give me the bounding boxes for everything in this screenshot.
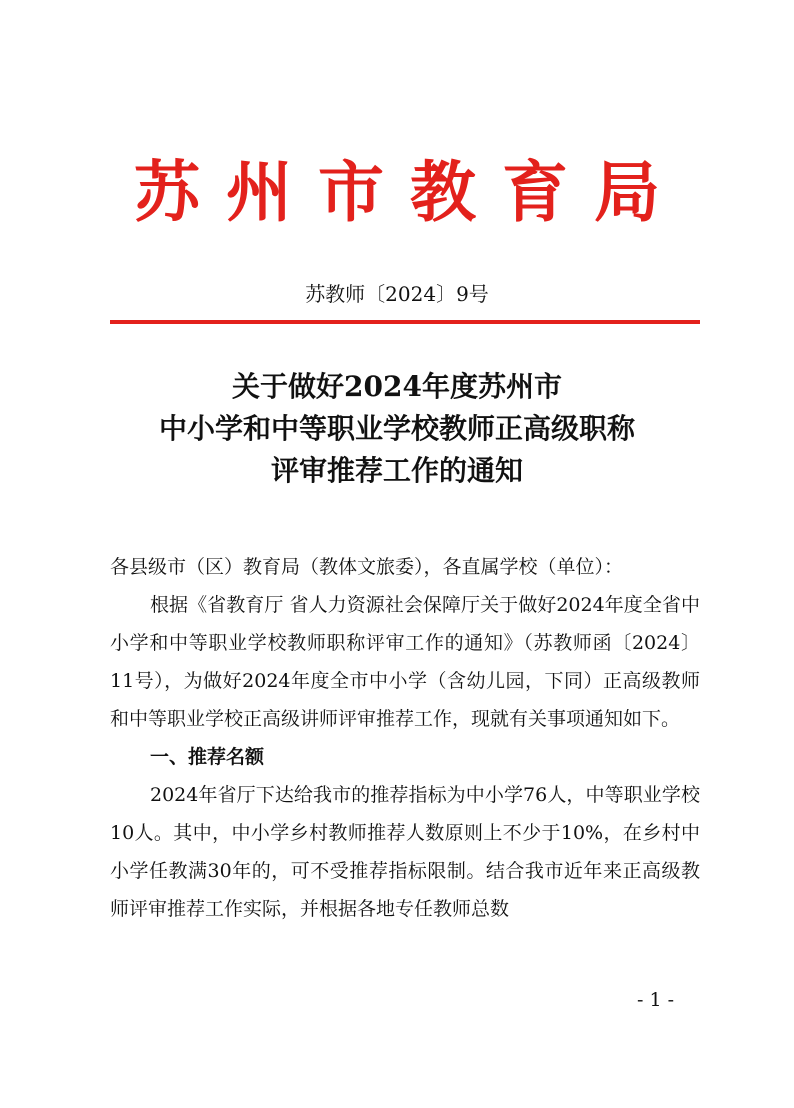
document-title-line-1: 关于做好2024年度苏州市 [232,370,562,403]
document-title-line-3: 评审推荐工作的通知 [270,454,523,487]
salutation: 各县级市（区）教育局（教体文旅委），各直属学校（单位）： [110,556,624,578]
body-paragraph-1: 根据《省教育厅 省人力资源社会保障厅关于做好2024年度全省中小学和中等职业学校教师职称评审工作的通知》（苏教师函〔2024〕11号），为做好2024年度全市中小学（含幼儿园，下同）正高级教师和中等职业学校正高级讲师评审推荐工作，现就有关事项通知如下。 [110,594,700,730]
page-number: - 1 - [636,989,674,1011]
document-number: 苏教师〔2024〕9号 [305,282,489,306]
red-divider-rule [110,320,700,324]
letterhead-org-name: 苏州市教育局 [134,153,686,231]
body-paragraph-2: 2024年省厅下达给我市的推荐指标为中小学76人，中等职业学校10人。其中，中小学乡村教师推荐人数原则上不少于10%，在乡村中小学任教满30年的，可不受推荐指标限制。结合我市近年来正高级教师评审推荐工作实际，并根据各地专任教师总数 [110,784,700,920]
document-title-line-2: 中小学和中等职业学校教师正高级职称 [158,412,635,445]
document-body [110,548,700,928]
document-title [0,366,794,492]
section-heading-recommendation-quota: 一、推荐名额 [150,746,265,768]
